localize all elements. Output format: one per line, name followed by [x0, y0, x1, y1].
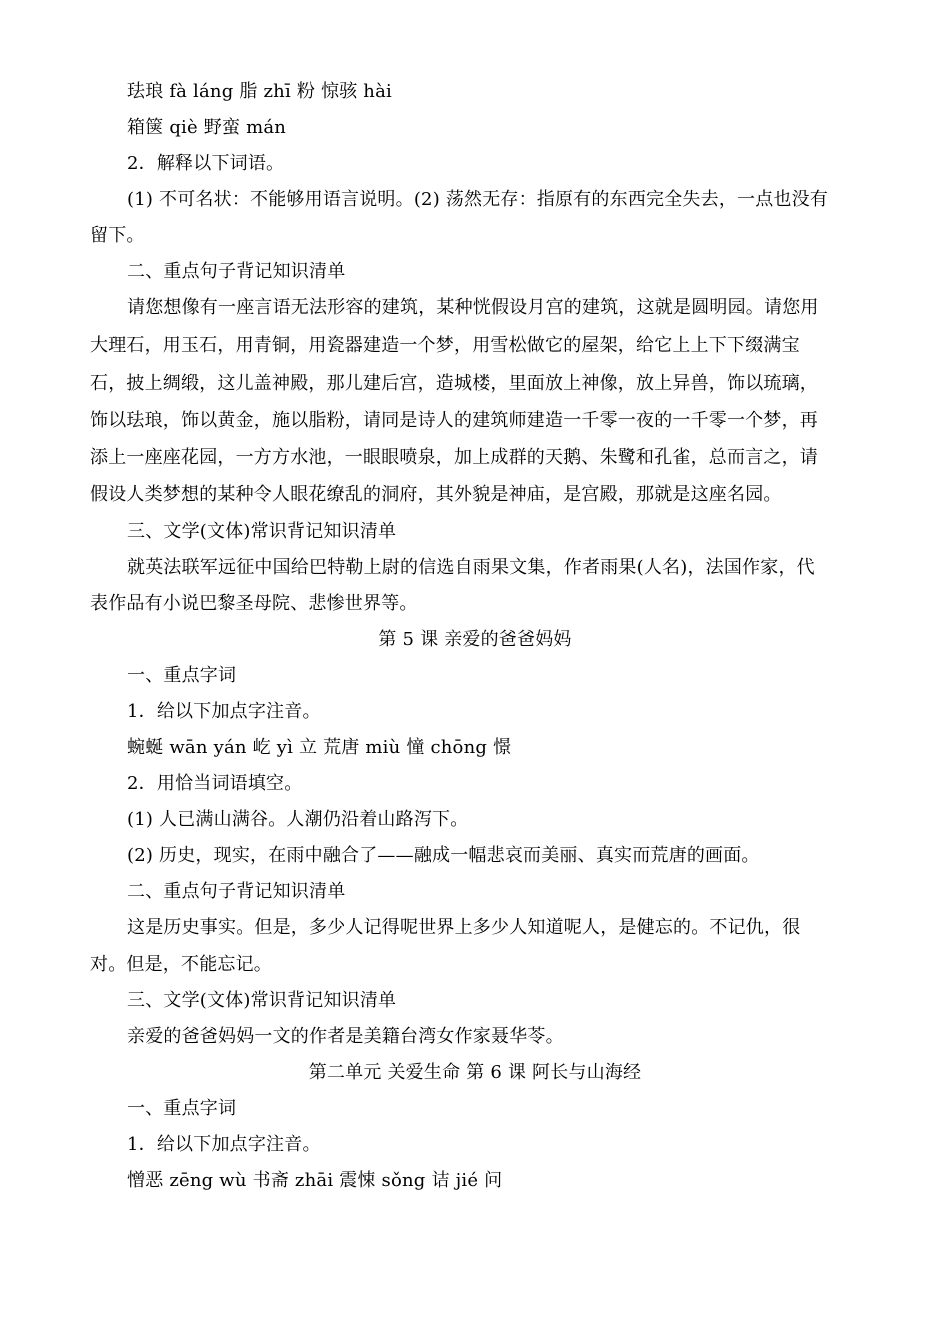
section-heading: 三、文学(文体)常识背记知识清单 [127, 521, 397, 542]
paragraph-line: 大理石，用玉石，用青铜，用瓷器建造一个梦，用雪松做它的屋架，给它上上下下缀满宝 [90, 335, 800, 356]
unit-lesson-title: 第二单元 关爱生命 第 6 课 阿长与山海经 [308, 1062, 642, 1083]
paragraph-line: (2) 历史，现实，在雨中融合了——融成一幅悲哀而美丽、真实而荒唐的画面。 [127, 845, 760, 866]
section-heading: 二、重点句子背记知识清单 [127, 261, 346, 282]
pinyin-line: 珐琅 fà láng 脂 zhī 粉 惊骇 hài [127, 81, 392, 102]
paragraph-line: 请您想像有一座言语无法形容的建筑，某种恍假设月宫的建筑，这就是圆明园。请您用 [127, 297, 819, 318]
paragraph-line: 留下。 [90, 225, 145, 246]
pinyin-line: 憎恶 zēng wù 书斋 zhāi 震悚 sǒng 诘 jié 问 [127, 1170, 503, 1191]
paragraph-line: 这是历史事实。但是，多少人记得呢世界上多少人知道呢人，是健忘的。不记仇，很 [127, 917, 801, 938]
section-heading: 一、重点字词 [127, 1098, 237, 1119]
paragraph-line: 假设人类梦想的某种令人眼花缭乱的洞府，其外貌是神庙，是宫殿，那就是这座名园。 [90, 484, 782, 505]
paragraph-line: 对。但是，不能忘记。 [90, 954, 272, 975]
paragraph-line: 石，披上绸缎，这儿盖神殿，那儿建后宫，造城楼，里面放上神像，放上异兽，饰以琉璃， [90, 373, 818, 394]
exercise-heading: 2．解释以下词语。 [127, 153, 285, 174]
pinyin-line: 蜿蜒 wān yán 屹 yì 立 荒唐 miù 憧 chōng 憬 [127, 737, 512, 758]
paragraph-line: (1) 不可名状：不能够用语言说明。(2) 荡然无存：指原有的东西完全失去，一点也没有 [127, 189, 829, 210]
paragraph-line: 饰以珐琅，饰以黄金，施以脂粉，请同是诗人的建筑师建造一千零一夜的一千零一个梦，再 [90, 410, 818, 431]
section-heading: 二、重点句子背记知识清单 [127, 881, 346, 902]
lesson-title: 第 5 课 亲爱的爸爸妈妈 [378, 629, 572, 650]
exercise-heading: 1．给以下加点字注音。 [127, 701, 321, 722]
pinyin-line: 箱箧 qiè 野蛮 mán [127, 117, 287, 138]
paragraph-line: 表作品有小说巴黎圣母院、悲惨世界等。 [90, 593, 418, 614]
paragraph-line: 亲爱的爸爸妈妈一文的作者是美籍台湾女作家聂华苓。 [127, 1026, 564, 1047]
section-heading: 一、重点字词 [127, 665, 237, 686]
paragraph-line: 添上一座座花园，一方方水池，一眼眼喷泉，加上成群的天鹅、朱鹭和孔雀，总而言之，请 [90, 447, 818, 468]
paragraph-line: 就英法联军远征中国给巴特勒上尉的信选自雨果文集，作者雨果(人名)，法国作家，代 [127, 557, 815, 578]
exercise-heading: 1．给以下加点字注音。 [127, 1134, 321, 1155]
exercise-heading: 2．用恰当词语填空。 [127, 773, 303, 794]
section-heading: 三、文学(文体)常识背记知识清单 [127, 990, 397, 1011]
paragraph-line: (1) 人已满山满谷。人潮仍沿着山路泻下。 [127, 809, 469, 830]
